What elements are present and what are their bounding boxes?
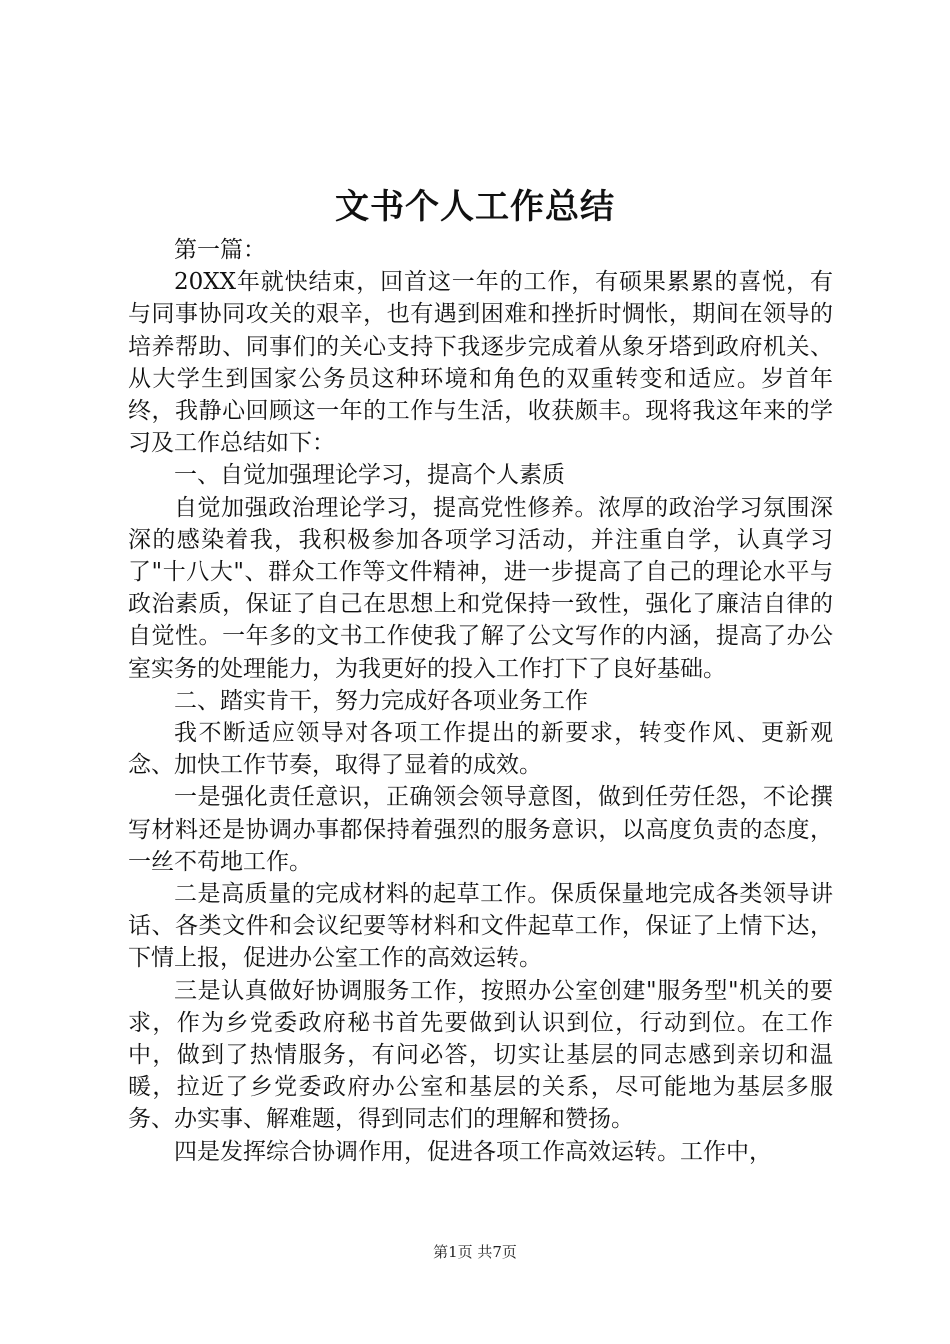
document-title: 文书个人工作总结 (335, 187, 615, 227)
paragraph-point-4: 四是发挥综合协调作用，促进各项工作高效运转。工作中， (174, 1138, 772, 1165)
section-heading-1: 一、自觉加强理论学习，提高个人素质 (174, 462, 565, 489)
paragraph-adapt: 我不断适应领导对各项工作提出的新要求，转变作风、更新观念、加快工作节奏，取得了显着的成效。 (128, 720, 833, 779)
paragraph-point-1: 一是强化责任意识，正确领会领导意图，做到任劳任怨，不论撰写材料还是协调办事都保持着强烈的服务意识，以高度负责的态度，一丝不苟地工作。 (128, 784, 833, 875)
paragraph-point-2: 二是高质量的完成材料的起草工作。保质保量地完成各类领导讲话、各类文件和会议纪要等材料和文件起草工作，保证了上情下达，下情上报，促进办公室工作的高效运转。 (128, 881, 833, 972)
paragraph-theory-study: 自觉加强政治理论学习，提高党性修养。浓厚的政治学习氛围深深的感染着我，我积极参加各项学习活动，并注重自学，认真学习了"十八大"、群众工作等文件精神，进一步提高了自己的理论水平与政治素质，保证了自己在思想上和党保持一致性，强化了廉洁自律的自觉性。一年多的文书工作使我了解了公文写作的内涵，提高了办公室实务的处理能力，为我更好的投入工作打下了良好基础。 (128, 494, 833, 682)
paragraph-section-label: 第一篇： (174, 237, 266, 263)
paragraph-point-3: 三是认真做好协调服务工作，按照办公室创建"服务型"机关的要求，作为乡党委政府秘书首先要做到认识到位，行动到位。在工作中，做到了热情服务，有问必答，切实让基层的同志感到亲切和温暖，拉近了乡党委政府办公室和基层的关系，尽可能地为基层多服务、办实事、解难题，得到同志们的理解和赞扬。 (128, 977, 833, 1133)
section-heading-2: 二、踏实肯干，努力完成好各项业务工作 (174, 687, 588, 714)
page-number-footer: 第1页 共7页 (433, 1243, 517, 1261)
paragraph-intro: 20XX年就快结束，回首这一年的工作，有硕果累累的喜悦，有与同事协同攻关的艰辛，也有遇到困难和挫折时惆怅，期间在领导的培养帮助、同事们的关心支持下我逐步完成着从象牙塔到政府机关、从大学生到国家公务员这种环境和角色的双重转变和适应。岁首年终，我静心回顾这一年的工作与生活，收获颇丰。现将我这年来的学习及工作总结如下： (128, 269, 833, 457)
document-body (128, 234, 833, 1168)
